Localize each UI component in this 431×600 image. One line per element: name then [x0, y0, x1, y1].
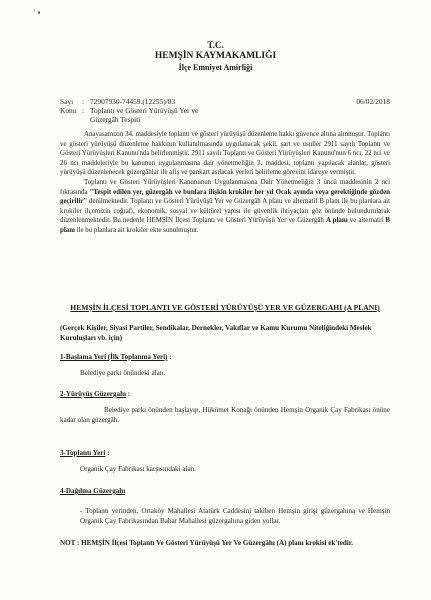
konu-value-line1: Toplantı ve Gösteri Yürüyüşü Yer ve — [90, 106, 199, 115]
konu-row: Konu : Toplantı ve Gösteri Yürüyüşü Yer ve — [60, 106, 199, 115]
konu-label: Konu — [60, 106, 77, 115]
document-meta — [60, 97, 390, 124]
dispersal-area-heading: 4-Dağılma Güzergahı — [60, 487, 126, 495]
header-office: HEMŞİN KAYMAKAMLIĞI — [154, 51, 277, 61]
start-point-block — [60, 352, 390, 378]
note-text: NOT : HEMŞİN İlçesi Toplantı Ve Gösteri Yürüyüşü Yer Ve Güzergâhı (A) planı krokisi ek'tedir. — [60, 539, 354, 547]
letterhead — [0, 40, 431, 73]
sayi-row: Sayı : 72907930-74459.(12255)/83 — [60, 97, 176, 106]
document-date: 06/02/2018 — [356, 97, 390, 106]
dispersal-area-block — [60, 486, 390, 526]
corner-marks: ' ▪ — [34, 8, 41, 17]
route-text: Belediye parkı önünden başlayıp, Hükümet Konağı önünden Hemşin Organik Çay Fabrikası önüne kadar olan güzergâh. — [60, 406, 390, 424]
meeting-place-heading: 3-Toplantı Yeri : — [60, 449, 110, 457]
konu-value-line2: Güzergâh Tespiti — [90, 115, 141, 124]
sayi-value: 72907930-74459.(12255)/83 — [90, 97, 176, 106]
start-point-text: Belediye parkı önündeki alan. — [80, 369, 166, 377]
paragraph-1: Anayasamızın 34. maddesiyle toplantı ve gösteri yürüyüşü düzenleme hakkı güvence altına alınmıştır. Toplantı ve gösteri yürüyüşü düzenleme hakkının kullanılmasında uygulanacak şekil, şart ve usuller 2911 sayılı Toplantı ve Gösteri Yürüyüşleri Kanunu'nda belirlenmiştir. 2911 sayılı Toplantı ve Gösteri Yürüyüşleri Kanunu'nun 6 ncı, 22 nci ve 26 ncı maddeleriyle bu kanunun uygulanmasına dair yönetmeliğin 3. maddesi, toplantı yapılacak alanlar, gösteri yürüyüşü düzenlenecek güzergâhlar ile afiş ve pankart asılacak yerleri belirleme görevini idareye vermiştir. — [60, 131, 390, 177]
start-point-heading: 1-Başlama Yeri (İlk Toplanma Yeri) : — [60, 353, 172, 361]
body-text — [60, 130, 390, 236]
dispersal-area-text: - Toplantı yerinden, Ortaköy Mahallesi Atatürk Caddesini takiben Hemşin girişi güzergahına ve Hemşin Organik Çay Fabrikasından Bahar Mahallesi güzergahına giden yollar. — [80, 507, 390, 525]
header-country: T.C. — [207, 40, 224, 50]
section-subtitle: (Gerçek Kişiler, Siyasi Partiler, Sendikalar, Dernekler, Vakıflar ve Kamu Kurumu Niteliğindeki Meslek Kuruluşları vb. için) — [60, 324, 372, 342]
paragraph-2: Toplantı ve Gösteri Yürüyüşleri Kanununun Uygulanmasına Dair Yönetmeliğin 3 üncü maddesinin 2 nci fıkrasında "Tespit edilen yer, güzergâh ve bunlara ilişkin krokiler her yıl Ocak ayında veya gerektiğinde gözden geçirilir" denilmektedir. Toplantı ve Gösteri Yürüyüşü Yer ve Güzergâh A planı ve alternatif B planı ile bu planlara ait krokiler ilçemizin coğrafi, ekonomik, sosyal ve kültürel yapısı ile güvenlik ihtiyaçları göz önünde bulundurularak düzenlenmektedir. Bu nedenle HEMŞİN İlçesi Toplantı ve Gösteri Yürüyüşü Yer ve Güzergâh A planı ve alternatif B planı ile bu planlara ait krokiler ekte sunulmuştur. — [60, 178, 390, 234]
section-title: HEMŞİN İLÇESİ TOPLANTI VE GÖSTERİ YÜRÜYÜŞÜ YER VE GÜZERGAHI (A PLANI) — [70, 303, 380, 312]
meeting-place-block — [60, 448, 390, 474]
route-heading: 2-Yürüyüş Güzergahı : — [60, 390, 131, 398]
meeting-place-text: Organik Çay Fabrikası karşısındaki alan. — [80, 465, 196, 473]
sayi-label: Sayı — [60, 97, 74, 106]
route-block — [60, 389, 390, 425]
header-department: İlçe Emniyet Amirliği — [178, 63, 253, 72]
